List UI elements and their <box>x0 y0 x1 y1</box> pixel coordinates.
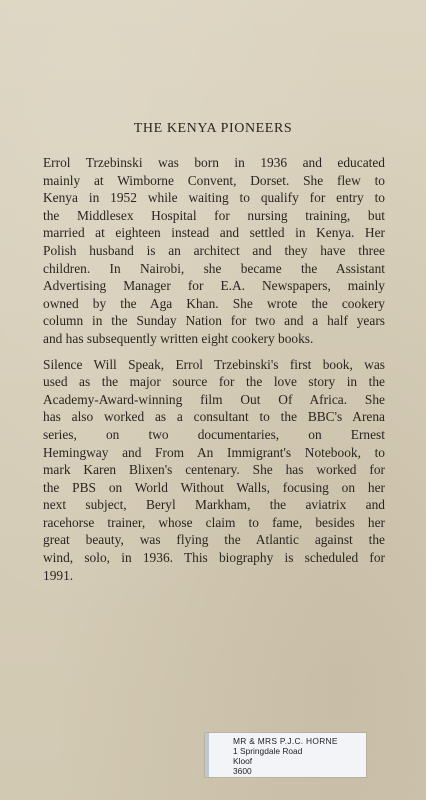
text-line: owned by the Aga Khan. She wrote the cookery <box>43 295 385 311</box>
text-line: Hemingway and From An Immigrant's Notebook, to <box>43 444 385 460</box>
text-line: column in the Sunday Nation for two and a half years <box>43 313 385 329</box>
text-line: has also worked as a consultant to the BBC's Arena <box>43 409 385 425</box>
text-line: and has subsequently written eight cookery books. <box>43 330 314 346</box>
text-line: Polish husband is an architect and they have three <box>43 242 385 258</box>
text-line: Advertising Manager for E.A. Newspapers, mainly <box>43 278 385 294</box>
text-line: next subject, Beryl Markham, the aviatrix and <box>43 497 385 513</box>
paragraph-gap <box>43 348 385 356</box>
text-line: mainly at Wimborne Convent, Dorset. She flew to <box>43 172 385 188</box>
text-line: wind, solo, in 1936. This biography is scheduled for <box>43 550 385 566</box>
text-line: great beauty, was flying the Atlantic against the <box>43 532 385 548</box>
text-line: series, on two documentaries, on Ernest <box>43 426 385 442</box>
text-line: Academy-Award-winning film Out Of Africa. She <box>43 391 385 407</box>
text-line: the Middlesex Hospital for nursing training, but <box>43 207 385 223</box>
text-line: Errol Trzebinski was born in 1936 and educated <box>43 155 385 170</box>
address-name: MR & MRS P.J.C. HORNE <box>233 736 338 746</box>
text-line: the PBS on World Without Walls, focusing on her <box>43 479 385 495</box>
author-biography <box>43 154 385 584</box>
text-line: Silence Will Speak, Errol Trzebinski's first book, was <box>43 356 385 372</box>
page-title: THE KENYA PIONEERS <box>133 121 293 136</box>
text-line: racehorse trainer, whose claim to fame, besides her <box>43 514 385 530</box>
text-line: married at eighteen instead and settled in Kenya. Her <box>43 225 385 241</box>
address-street: 1 Springdale Road <box>233 746 303 756</box>
address-label <box>205 733 366 777</box>
text-line: 1991. <box>43 567 74 583</box>
biography-paragraph-2 <box>43 356 385 585</box>
text-line: mark Karen Blixen's centenary. She has worked for <box>43 462 385 478</box>
address-postcode: 3600 <box>233 766 252 776</box>
text-line: Kenya in 1952 while waiting to qualify for entry to <box>43 190 385 206</box>
biography-paragraph-1 <box>43 154 385 348</box>
address-town: Kloof <box>233 756 253 766</box>
text-line: children. In Nairobi, she became the Assistant <box>43 260 385 276</box>
text-line: used as the major source for the love story in the <box>43 374 385 390</box>
